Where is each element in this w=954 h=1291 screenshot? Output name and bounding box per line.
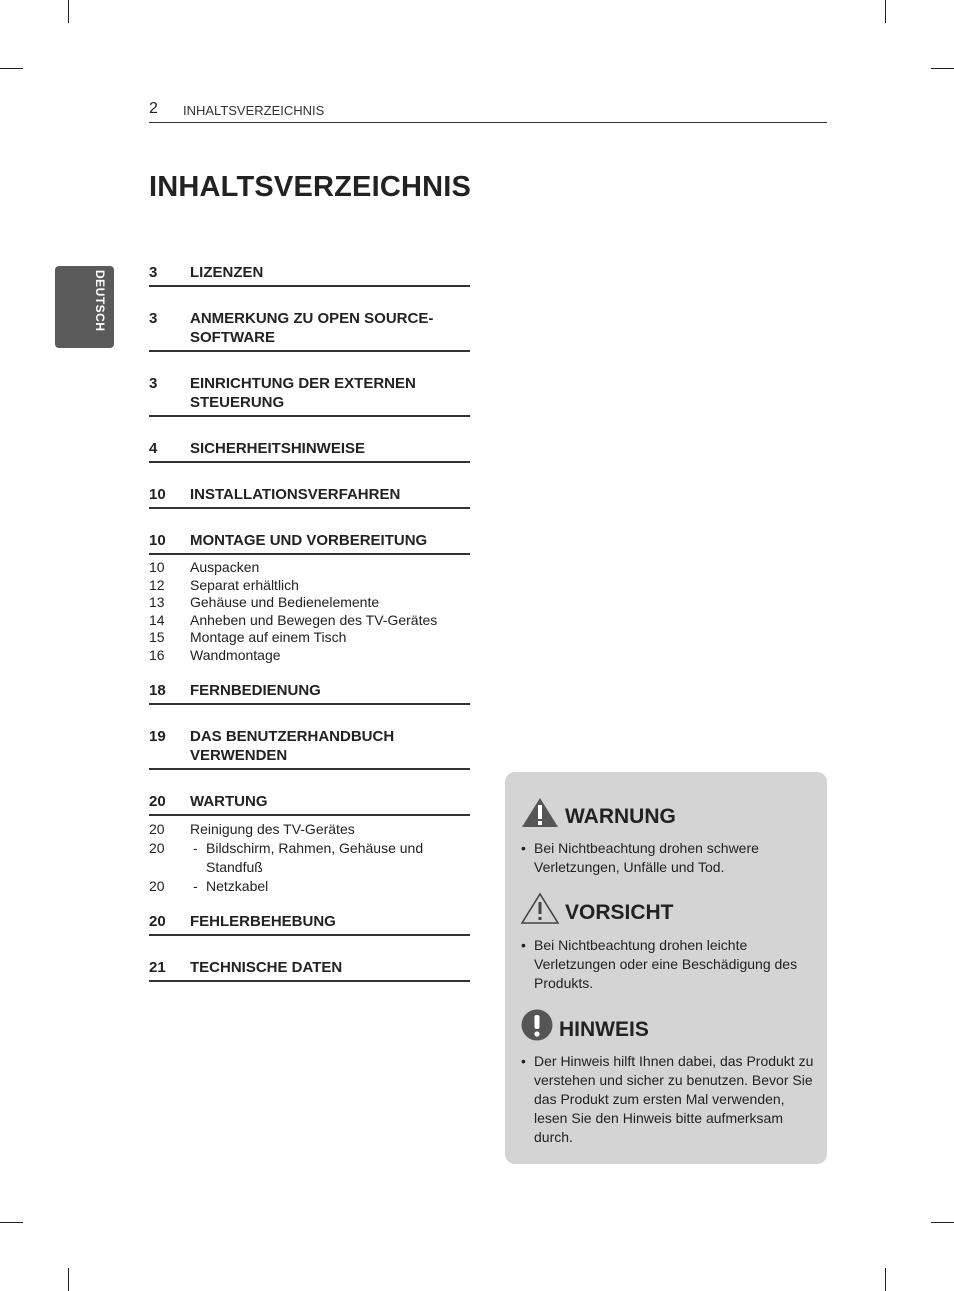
toc-title: INSTALLATIONSVERFAHREN xyxy=(190,486,401,503)
caution-title: VORSICHT xyxy=(565,901,674,924)
toc-subentry[interactable] xyxy=(149,559,470,577)
note-heading xyxy=(521,1009,649,1041)
crop-mark xyxy=(0,68,23,69)
crop-mark xyxy=(0,1222,23,1223)
note-text: Der Hinweis hilft Ihnen dabei, das Produkt zu verstehen und sicher zu benutzen. Bevor Sie das Produkt zum ersten Mal verwenden, lesen Sie den Hinweis bitte aufmerksam durch. xyxy=(534,1053,814,1145)
page-number: 2 xyxy=(149,100,158,117)
toc-page-number: 12 xyxy=(149,576,165,593)
toc-subtitle: Anheben und Bewegen des TV-Gerätes xyxy=(190,611,438,628)
toc-subentry[interactable] xyxy=(149,577,470,595)
toc-entry-fernbedienung[interactable] xyxy=(149,681,470,705)
bullet: • xyxy=(521,937,526,953)
toc-subentry[interactable] xyxy=(149,877,470,896)
toc-title: SICHERHEITSHINWEISE xyxy=(190,440,366,457)
toc-entry-technische-daten[interactable] xyxy=(149,958,470,982)
toc-entry-lizenzen[interactable] xyxy=(149,263,470,287)
toc-title: ANMERKUNG ZU OPEN SOURCE-SOFTWARE xyxy=(190,310,434,346)
toc-page-number: 15 xyxy=(149,629,165,645)
toc-subtitle: Netzkabel xyxy=(206,878,269,894)
toc-title: MONTAGE UND VORBEREITUNG xyxy=(190,532,428,549)
warning-triangle-filled-icon xyxy=(521,796,559,828)
running-title: INHALTSVERZEICHNIS xyxy=(183,103,325,118)
toc-subtitle: Bildschirm, Rahmen, Gehäuse und Standfuß xyxy=(206,840,424,875)
toc-page-number: 20 xyxy=(149,878,165,894)
toc-subtitle: Separat erhältlich xyxy=(190,576,299,593)
toc-entry-sicherheitshinweise[interactable] xyxy=(149,439,470,463)
warning-heading xyxy=(521,796,676,828)
toc-title: DAS BENUTZERHANDBUCH VERWENDEN xyxy=(190,728,395,764)
toc-title: FEHLERBEHEBUNG xyxy=(190,913,336,930)
toc-subentry[interactable] xyxy=(149,629,470,647)
toc-entry-wartung[interactable] xyxy=(149,792,470,896)
note-text-item xyxy=(521,1052,817,1147)
toc-subtitle: Gehäuse und Bedienelemente xyxy=(190,594,380,610)
toc-title: TECHNISCHE DATEN xyxy=(190,959,343,976)
toc-subentry[interactable] xyxy=(149,820,470,839)
toc-page-number: 18 xyxy=(149,682,166,699)
toc-page-number: 20 xyxy=(149,793,166,810)
toc-page-number: 3 xyxy=(149,264,158,281)
crop-mark xyxy=(885,1268,886,1291)
toc-subentry[interactable] xyxy=(149,839,470,877)
note-exclamation-circle-icon xyxy=(521,1009,553,1041)
toc-subtitle: Montage auf einem Tisch xyxy=(190,629,347,645)
toc-title: FERNBEDIENUNG xyxy=(190,682,321,699)
toc-page-number: 20 xyxy=(149,821,165,837)
toc-subentry[interactable] xyxy=(149,594,470,612)
note-title: HINWEIS xyxy=(559,1018,649,1041)
toc-page-number: 3 xyxy=(149,375,158,392)
toc-page-number: 19 xyxy=(149,728,166,745)
toc-page-number: 20 xyxy=(149,913,166,930)
toc-subtitle: Auspacken xyxy=(190,559,260,575)
toc-dash: - xyxy=(193,840,198,856)
bullet: • xyxy=(521,1053,526,1069)
notice-box xyxy=(505,772,827,1164)
warning-text-item xyxy=(521,839,817,877)
toc-page-number: 3 xyxy=(149,310,158,327)
toc-title: WARTUNG xyxy=(190,793,268,810)
toc-page-number: 4 xyxy=(149,440,158,457)
caution-heading xyxy=(521,892,674,924)
caution-text-item xyxy=(521,936,817,993)
toc-page-number: 14 xyxy=(149,611,165,628)
toc-entry-montage[interactable] xyxy=(149,531,470,664)
toc-page-number: 21 xyxy=(149,959,166,976)
toc-page-number: 13 xyxy=(149,594,165,610)
page-title: INHALTSVERZEICHNIS xyxy=(149,171,472,203)
toc-page-number: 10 xyxy=(149,486,166,503)
crop-mark xyxy=(931,68,954,69)
running-header xyxy=(149,100,827,123)
crop-mark xyxy=(885,0,886,23)
toc-title: EINRICHTUNG DER EXTERNEN STEUERUNG xyxy=(190,375,416,411)
warning-title: WARNUNG xyxy=(565,805,676,828)
crop-mark xyxy=(68,0,69,23)
crop-mark xyxy=(931,1222,954,1223)
toc-subtitle: Reinigung des TV-Gerätes xyxy=(190,821,355,837)
toc-entry-installationsverfahren[interactable] xyxy=(149,485,470,509)
toc-page-number: 10 xyxy=(149,532,166,549)
caution-triangle-outline-icon xyxy=(521,892,559,924)
toc-subentry[interactable] xyxy=(149,647,470,665)
toc-entry-benutzerhandbuch[interactable] xyxy=(149,727,470,770)
toc-entry-externe-steuerung[interactable] xyxy=(149,374,470,417)
toc-dash: - xyxy=(193,878,198,894)
toc-title: LIZENZEN xyxy=(190,264,264,281)
toc-entry-open-source[interactable] xyxy=(149,309,470,352)
language-tab-label: DEUTSCH xyxy=(93,270,107,332)
warning-text: Bei Nichtbeachtung drohen schwere Verletzungen, Unfälle und Tod. xyxy=(534,840,759,875)
toc-page-number: 20 xyxy=(149,840,165,856)
toc-subentry[interactable] xyxy=(149,612,470,630)
toc-page-number: 16 xyxy=(149,646,165,663)
toc-page-number: 10 xyxy=(149,559,165,575)
crop-mark xyxy=(68,1268,69,1291)
caution-text: Bei Nichtbeachtung drohen leichte Verletzungen oder eine Beschädigung des Produkts. xyxy=(534,937,798,991)
toc-entry-fehlerbehebung[interactable] xyxy=(149,912,470,936)
bullet: • xyxy=(521,840,526,856)
toc-subtitle: Wandmontage xyxy=(190,646,281,663)
